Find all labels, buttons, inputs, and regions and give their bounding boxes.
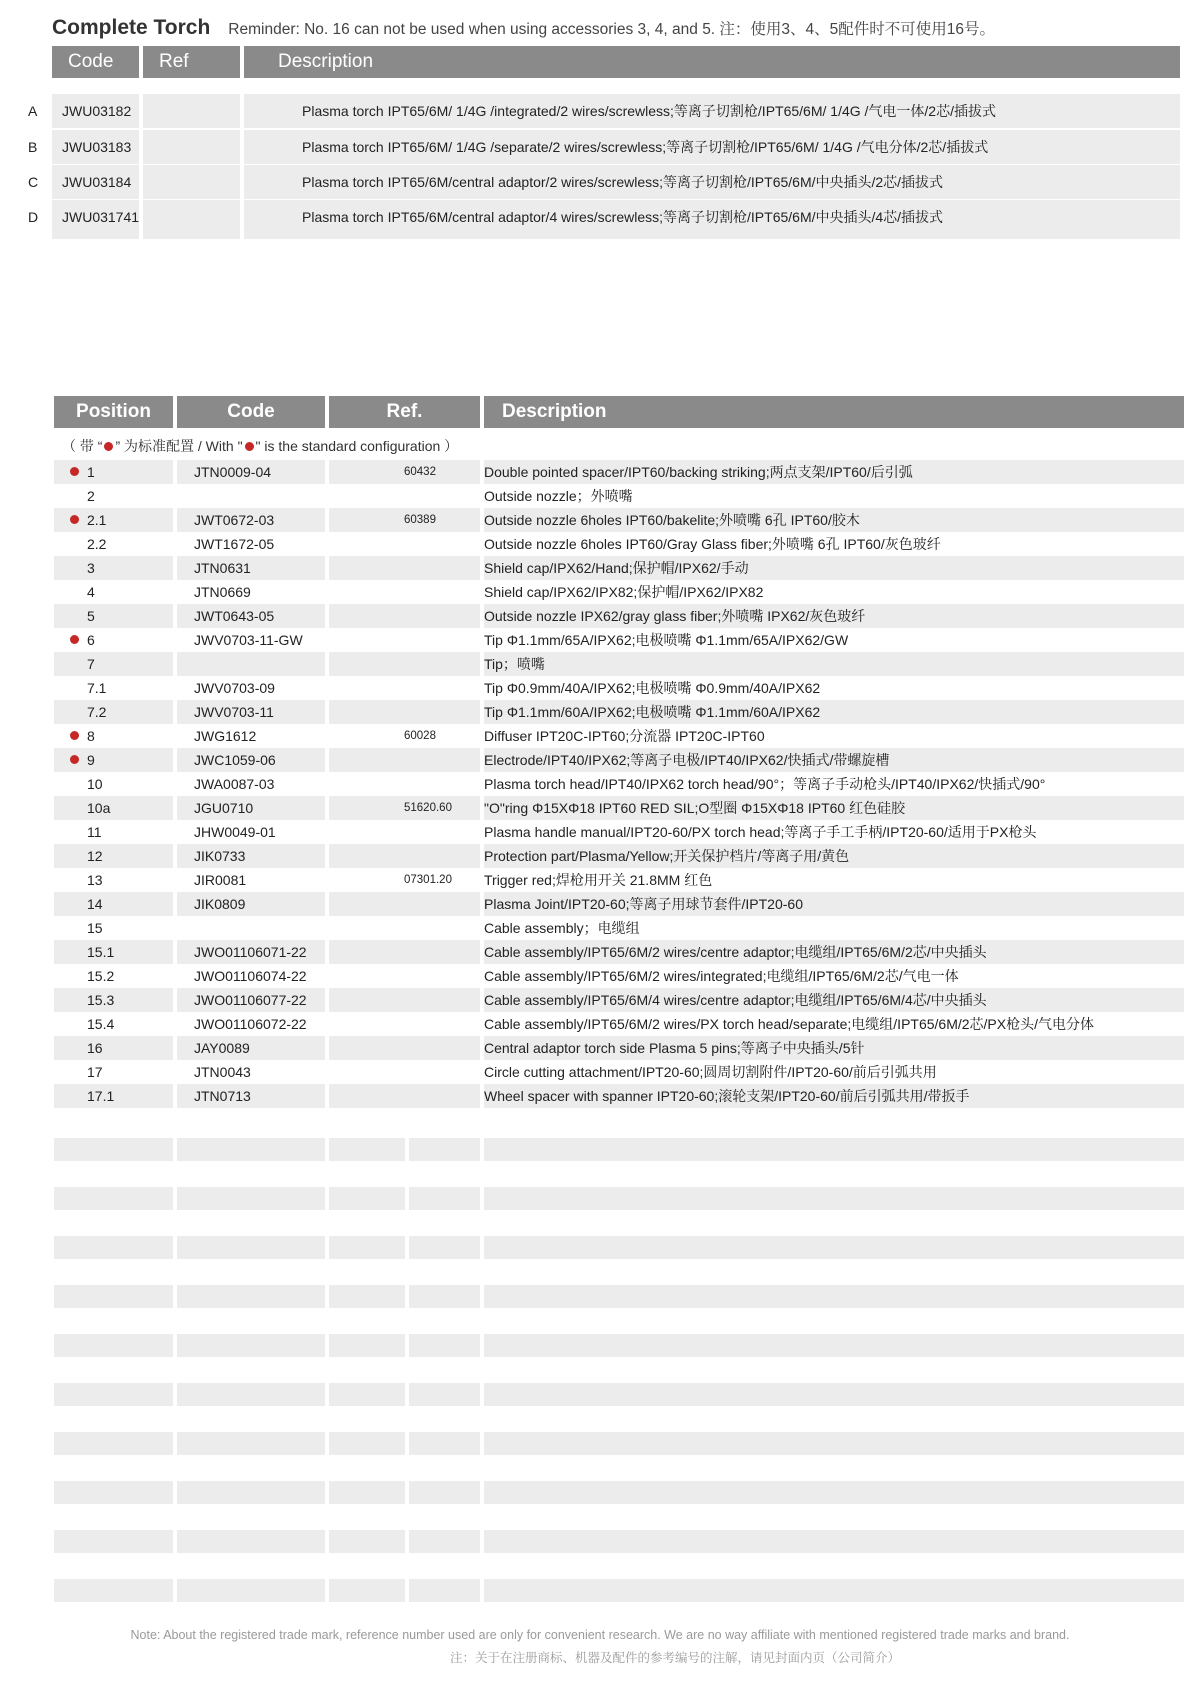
empty-row <box>0 1138 1200 1161</box>
row-position: 15.4 <box>87 1016 115 1032</box>
row-cell-bg <box>329 628 480 652</box>
row-cell-bg <box>54 1383 173 1406</box>
row-cell-bg <box>329 1060 480 1084</box>
row-code: JGU0710 <box>194 800 254 816</box>
row-cell-bg <box>329 532 480 556</box>
row-description: Double pointed spacer/IPT60/backing striking;两点支架/IPT60/后引弧 <box>484 464 913 480</box>
row-description: Tip；喷嘴 <box>484 656 545 672</box>
row-description: Outside nozzle 6holes IPT60/Gray Glass fiber;外喷嘴 6孔 IPT60/灰色玻纤 <box>484 536 941 552</box>
table-row <box>0 940 1200 964</box>
footer-note-cn: 注：关于在注册商标、机器及配件的参考编号的注解，请见封面内页（公司简介） <box>449 1651 900 1665</box>
table-row <box>0 868 1200 892</box>
standard-marker-icon <box>245 442 254 451</box>
row-description: Diffuser IPT20C-IPT60;分流器 IPT20C-IPT60 <box>484 728 765 744</box>
column-header-description: Description <box>244 46 1180 78</box>
row-position: 1 <box>70 460 170 484</box>
row-cell-bg <box>409 1236 480 1259</box>
row-cell-bg <box>409 1383 480 1406</box>
row-description: Plasma handle manual/IPT20-60/PX torch head;等离子手工手柄/IPT20-60/适用于PX枪头 <box>484 824 1037 840</box>
row-ref: 60432 <box>404 466 436 478</box>
row-cell-bg <box>329 1187 405 1210</box>
table-row <box>0 820 1200 844</box>
row-cell-bg <box>409 1530 480 1553</box>
row-position: 10 <box>87 776 103 792</box>
row-description: Cable assembly/IPT65/6M/4 wires/centre adaptor;电缆组/IPT65/6M/4芯/中央插头 <box>484 992 987 1008</box>
row-code: JWU03182 <box>62 103 132 119</box>
table-row <box>0 748 1200 772</box>
row-code: JTN0043 <box>194 1064 251 1080</box>
row-description: Plasma torch IPT65/6M/ 1/4G /integrated/2 wires/screwless;等离子切割枪/IPT65/6M/ 1/4G /气电一体/2芯/插拔式 <box>302 103 996 119</box>
row-cell-bg <box>409 1187 480 1210</box>
row-cell-bg <box>329 940 480 964</box>
row-cell-bg <box>329 1481 405 1504</box>
row-cell-bg <box>143 200 240 234</box>
row-ref: 60389 <box>404 514 436 526</box>
row-code: JTN0631 <box>194 560 251 576</box>
row-cell-bg <box>329 484 480 508</box>
row-cell-bg <box>329 604 480 628</box>
row-cell-bg <box>329 820 480 844</box>
row-position: 13 <box>87 872 103 888</box>
table-row <box>0 1036 1200 1060</box>
row-position: 6 <box>70 628 170 652</box>
table-row <box>0 1012 1200 1036</box>
row-cell-bg <box>143 232 240 239</box>
row-code: JWO01106074-22 <box>194 968 307 984</box>
row-code: JWV0703-11-GW <box>194 632 303 648</box>
row-cell-bg <box>409 1334 480 1357</box>
row-description: Outside nozzle IPX62/gray glass fiber;外喷嘴 IPX62/灰色玻纤 <box>484 608 866 624</box>
row-cell-bg <box>177 1481 325 1504</box>
row-cell-bg <box>177 1236 325 1259</box>
row-position: 16 <box>87 1040 103 1056</box>
row-ref: 51620.60 <box>404 802 452 814</box>
row-cell-bg <box>177 1432 325 1455</box>
row-description: Tip Φ0.9mm/40A/IPX62;电极喷嘴 Φ0.9mm/40A/IPX62 <box>484 680 821 696</box>
row-description: Outside nozzle 6holes IPT60/bakelite;外喷嘴 6孔 IPT60/胶木 <box>484 512 860 528</box>
row-position: 7.2 <box>87 704 107 720</box>
row-cell-bg <box>54 1530 173 1553</box>
row-cell-bg <box>329 1334 405 1357</box>
row-code: JAY0089 <box>194 1040 250 1056</box>
reminder-text: Reminder: No. 16 can not be used when using accessories 3, 4, and 5. 注：使用3、4、5配件时不可使用16号。 <box>228 21 996 38</box>
row-code: JWU03183 <box>62 139 132 155</box>
row-cell-bg <box>177 1334 325 1357</box>
row-code: JWV0703-11 <box>194 704 274 720</box>
row-cell-bg <box>54 1187 173 1210</box>
row-cell-bg <box>54 1579 173 1602</box>
row-position: 14 <box>87 896 103 912</box>
table-row <box>0 628 1200 652</box>
row-code: JIR0081 <box>194 872 247 888</box>
row-cell-bg <box>54 1481 173 1504</box>
row-cell-bg <box>484 1432 1184 1455</box>
torch-table-tail <box>0 232 1200 239</box>
row-cell-bg <box>329 844 480 868</box>
row-description: Wheel spacer with spanner IPT20-60;滚轮支架/IPT20-60/前后引弧共用/带扳手 <box>484 1088 970 1104</box>
row-cell-bg <box>484 1187 1184 1210</box>
row-letter: C <box>28 174 39 190</box>
column-header-position: Position <box>54 396 173 428</box>
row-position: 8 <box>70 724 170 748</box>
table-row <box>0 724 1200 748</box>
table-row <box>0 892 1200 916</box>
row-code: JWO01106077-22 <box>194 992 307 1008</box>
row-cell-bg <box>177 916 325 940</box>
row-position: 9 <box>70 748 170 772</box>
row-cell-bg <box>484 1383 1184 1406</box>
row-code: JWU031741 <box>62 209 140 225</box>
standard-marker-icon <box>70 731 79 740</box>
row-position: 2.1 <box>70 508 170 532</box>
table-row <box>0 484 1200 508</box>
row-cell-bg <box>329 1036 480 1060</box>
empty-row <box>0 1285 1200 1308</box>
row-position: 7 <box>87 656 95 672</box>
torch-table-row <box>0 200 1200 234</box>
row-cell-bg <box>329 1138 405 1161</box>
row-cell-bg <box>484 1138 1184 1161</box>
row-position: 17 <box>87 1064 103 1080</box>
row-ref: 60028 <box>404 730 436 742</box>
row-cell-bg <box>329 556 480 580</box>
empty-row <box>0 1334 1200 1357</box>
row-cell-bg <box>329 580 480 604</box>
row-code: JTN0009-04 <box>194 464 272 480</box>
empty-row <box>0 1432 1200 1455</box>
row-position: 12 <box>87 848 103 864</box>
row-description: Cable assembly/IPT65/6M/2 wires/centre adaptor;电缆组/IPT65/6M/2芯/中央插头 <box>484 944 987 960</box>
standard-marker-icon <box>70 635 79 644</box>
row-position: 15 <box>87 920 103 936</box>
torch-table-row <box>0 130 1200 164</box>
empty-row <box>0 1187 1200 1210</box>
row-cell-bg <box>484 652 1184 676</box>
row-cell-bg <box>329 1432 405 1455</box>
row-cell-bg <box>329 1012 480 1036</box>
row-description: Outside nozzle；外喷嘴 <box>484 488 633 504</box>
row-cell-bg <box>177 1579 325 1602</box>
row-cell-bg <box>484 1334 1184 1357</box>
row-position: 17.1 <box>87 1088 115 1104</box>
row-cell-bg <box>329 892 480 916</box>
table-row <box>0 676 1200 700</box>
row-cell-bg <box>177 652 325 676</box>
row-description: Plasma torch head/IPT40/IPX62 torch head/90°；等离子手动枪头/IPT40/IPX62/快插式/90° <box>484 776 1046 792</box>
row-position: 15.1 <box>87 944 115 960</box>
column-header-description: Description <box>484 396 1184 428</box>
row-position: 15.3 <box>87 992 115 1008</box>
row-cell-bg <box>484 1285 1184 1308</box>
row-code: JIK0809 <box>194 896 246 912</box>
row-code: JWC1059-06 <box>194 752 276 768</box>
row-cell-bg <box>54 1285 173 1308</box>
row-cell-bg <box>329 1383 405 1406</box>
row-code: JIK0733 <box>194 848 246 864</box>
row-code: JTN0713 <box>194 1088 251 1104</box>
row-cell-bg <box>329 1579 405 1602</box>
row-description: Central adaptor torch side Plasma 5 pins;等离子中央插头/5针 <box>484 1040 865 1056</box>
row-cell-bg <box>329 1236 405 1259</box>
row-cell-bg <box>329 748 480 772</box>
row-cell-bg <box>54 1138 173 1161</box>
row-cell-bg <box>329 1530 405 1553</box>
row-cell-bg <box>329 772 480 796</box>
row-code: JWT0672-03 <box>194 512 275 528</box>
row-cell-bg <box>143 130 240 164</box>
row-cell-bg <box>409 1432 480 1455</box>
row-code: JWV0703-09 <box>194 680 275 696</box>
row-cell-bg <box>329 916 480 940</box>
row-position: 4 <box>87 584 95 600</box>
row-cell-bg <box>329 964 480 988</box>
row-code: JWA0087-03 <box>194 776 275 792</box>
row-cell-bg <box>409 1285 480 1308</box>
table-row <box>0 772 1200 796</box>
row-cell-bg <box>143 94 240 128</box>
row-cell-bg <box>329 1084 480 1108</box>
table-row <box>0 556 1200 580</box>
row-cell-bg <box>54 1236 173 1259</box>
table-row <box>0 652 1200 676</box>
table-row <box>0 1084 1200 1108</box>
empty-row <box>0 1383 1200 1406</box>
table-row <box>0 916 1200 940</box>
row-code: JTN0669 <box>194 584 251 600</box>
page-title: Complete Torch <box>52 16 211 39</box>
parts-table-header <box>54 396 1184 428</box>
title-line <box>52 16 995 46</box>
column-header-ref: Ref. <box>329 396 480 428</box>
row-code: JWO01106071-22 <box>194 944 307 960</box>
row-description: Cable assembly/IPT65/6M/2 wires/PX torch head/separate;电缆组/IPT65/6M/2芯/PX枪头/气电分体 <box>484 1016 1094 1032</box>
table-row <box>0 508 1200 532</box>
row-cell-bg <box>54 1334 173 1357</box>
footer-note-en: Note: About the registered trade mark, reference number used are only for convenient research. We are no way affiliate with mentioned registered trade marks and brand. <box>130 1628 1070 1642</box>
row-description: Trigger red;焊枪用开关 21.8MM 红色 <box>484 872 713 888</box>
row-description: Cable assembly；电缆组 <box>484 920 640 936</box>
row-description: Shield cap/IPX62/IPX82;保护帽/IPX62/IPX82 <box>484 584 764 600</box>
row-letter: A <box>28 103 38 119</box>
column-header-code: Code <box>177 396 325 428</box>
row-cell-bg <box>143 165 240 199</box>
row-position: 15.2 <box>87 968 115 984</box>
row-cell-bg <box>484 1481 1184 1504</box>
row-code: JWU03184 <box>62 174 132 190</box>
row-code: JWT0643-05 <box>194 608 275 624</box>
empty-row <box>0 1530 1200 1553</box>
table-row <box>0 604 1200 628</box>
row-ref: 07301.20 <box>404 874 452 886</box>
row-description: Shield cap/IPX62/Hand;保护帽/IPX62/手动 <box>484 560 749 576</box>
row-cell-bg <box>484 1530 1184 1553</box>
row-description: "O"ring Φ15XΦ18 IPT60 RED SIL;O型圈 Φ15XΦ18 IPT60 红色硅胶 <box>484 800 906 816</box>
row-cell-bg <box>329 1285 405 1308</box>
standard-marker-icon <box>70 467 79 476</box>
table-row <box>0 532 1200 556</box>
column-header-code: Code <box>52 46 139 78</box>
table-row <box>0 700 1200 724</box>
table-row <box>0 964 1200 988</box>
row-cell-bg <box>177 1187 325 1210</box>
row-code: JHW0049-01 <box>194 824 276 840</box>
row-position: 11 <box>87 824 102 840</box>
row-position: 7.1 <box>87 680 107 696</box>
table-row <box>0 1060 1200 1084</box>
row-cell-bg <box>329 988 480 1012</box>
row-cell-bg <box>409 1579 480 1602</box>
standard-marker-icon <box>104 442 113 451</box>
row-description: Circle cutting attachment/IPT20-60;圆周切割附件/IPT20-60/前后引弧共用 <box>484 1064 937 1080</box>
row-cell-bg <box>54 1432 173 1455</box>
row-cell-bg <box>177 1383 325 1406</box>
table-row <box>0 460 1200 484</box>
row-cell-bg <box>177 1138 325 1161</box>
empty-row <box>0 1236 1200 1259</box>
empty-row <box>0 1481 1200 1504</box>
row-cell-bg <box>329 652 480 676</box>
standard-configuration-note: （ 带 “ ” 为标准配置 / With " " is the standard configuration ） <box>62 438 459 454</box>
row-cell-bg <box>177 1530 325 1553</box>
table-row <box>0 796 1200 820</box>
table-row <box>0 844 1200 868</box>
row-letter: D <box>28 209 39 225</box>
torch-table-row <box>0 165 1200 199</box>
row-description: Plasma torch IPT65/6M/central adaptor/2 wires/screwless;等离子切割枪/IPT65/6M/中央插头/2芯/插拔式 <box>302 174 944 190</box>
row-description: Plasma torch IPT65/6M/central adaptor/4 wires/screwless;等离子切割枪/IPT65/6M/中央插头/4芯/插拔式 <box>302 209 944 225</box>
row-description: Protection part/Plasma/Yellow;开关保护档片/等离子用/黄色 <box>484 848 850 864</box>
row-position: 2 <box>87 488 95 504</box>
empty-row <box>0 1579 1200 1602</box>
row-cell-bg <box>329 700 480 724</box>
row-description: Plasma Joint/IPT20-60;等离子用球节套件/IPT20-60 <box>484 896 803 912</box>
row-cell-bg <box>244 232 1180 239</box>
torch-table-header <box>52 46 1180 78</box>
row-cell-bg <box>409 1138 480 1161</box>
torch-table-row <box>0 94 1200 128</box>
row-description: Tip Φ1.1mm/60A/IPX62;电极喷嘴 Φ1.1mm/60A/IPX62 <box>484 704 821 720</box>
row-position: 3 <box>87 560 95 576</box>
row-code: JWO01106072-22 <box>194 1016 307 1032</box>
row-description: Tip Φ1.1mm/65A/IPX62;电极喷嘴 Φ1.1mm/65A/IPX62/GW <box>484 632 849 648</box>
table-row <box>0 580 1200 604</box>
standard-marker-icon <box>70 515 79 524</box>
row-cell-bg <box>177 484 325 508</box>
row-position: 5 <box>87 608 95 624</box>
row-cell-bg <box>409 1481 480 1504</box>
row-cell-bg <box>52 232 139 239</box>
row-cell-bg <box>484 1579 1184 1602</box>
row-description: Plasma torch IPT65/6M/ 1/4G /separate/2 wires/screwless;等离子切割枪/IPT65/6M/ 1/4G /气电分体/2芯/插拔式 <box>302 139 989 155</box>
row-description: Electrode/IPT40/IPX62;等离子电极/IPT40/IPX62/快插式/带螺旋槽 <box>484 752 890 768</box>
row-code: JWT1672-05 <box>194 536 275 552</box>
row-cell-bg <box>177 1285 325 1308</box>
table-row <box>0 988 1200 1012</box>
row-cell-bg <box>329 676 480 700</box>
row-position: 2.2 <box>87 536 107 552</box>
standard-marker-icon <box>70 755 79 764</box>
row-cell-bg <box>484 1236 1184 1259</box>
column-header-ref: Ref <box>143 46 240 78</box>
row-code: JWG1612 <box>194 728 257 744</box>
row-letter: B <box>28 139 38 155</box>
row-position: 10a <box>87 800 111 816</box>
row-description: Cable assembly/IPT65/6M/2 wires/integrated;电缆组/IPT65/6M/2芯/气电一体 <box>484 968 959 984</box>
